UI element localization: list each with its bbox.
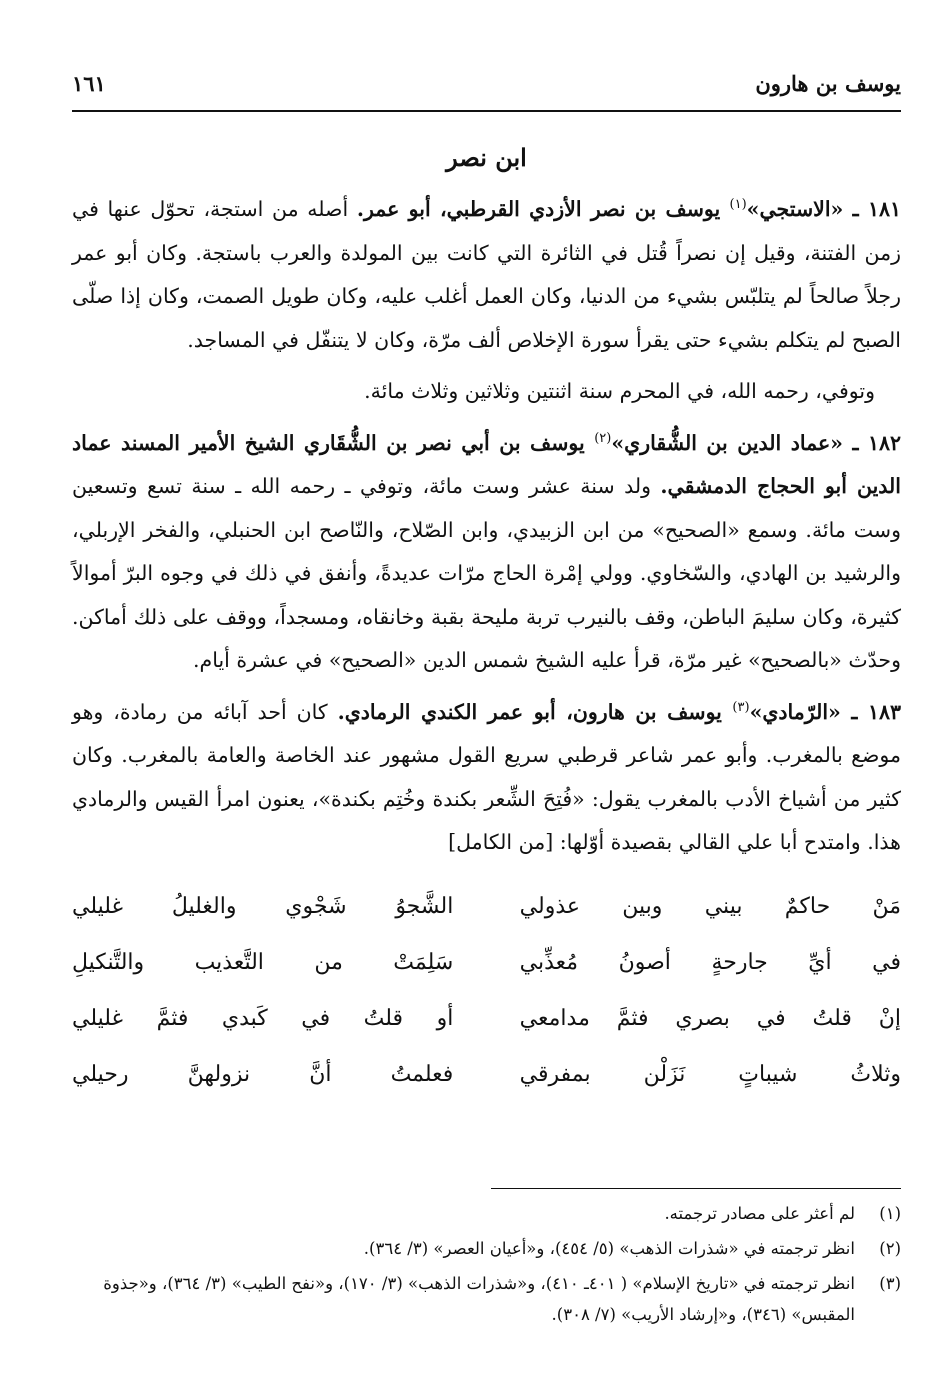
death-note: وتوفي، رحمه الله، في المحرم سنة اثنتين وثلاثين وثلاث مائة. <box>364 379 875 403</box>
main-text <box>72 132 901 1103</box>
verse-second-hemistich: فعلمتُ أنَّ نزولهنَّ رحيلي <box>72 1061 454 1087</box>
footnote-text: انظر ترجمته في «شذرات الذهب» (٥/ ٤٥٤)، و«أعيان العصر» (٣/ ٣٦٤). <box>363 1239 855 1258</box>
footnote-text: انظر ترجمته في «تاريخ الإسلام» ( ٤٠١ـ ٤١٠)، و«شذرات الذهب» (٣/ ١٧٠)، و«نفح الطيب» (٣/ ٣٦٤)، و«جذوة المقبس» (٣٤٦)، و«إرشاد الأريب» (٧/ ٣٠٨). <box>103 1274 855 1324</box>
entry-181 <box>72 188 901 362</box>
verse-second-hemistich: سَلِمَتْ من التَّعذيب والتَّنكيلِ <box>72 949 454 975</box>
footnote-text: لم أعثر على مصادر ترجمته. <box>664 1204 855 1223</box>
running-head <box>72 62 901 96</box>
footnote <box>72 1198 901 1229</box>
verse-first-hemistich: إنْ قلتُ في بصري فثمَّ مدامعي <box>519 1005 901 1031</box>
entry-paragraph <box>72 422 901 683</box>
entry-number: ١٨١ ـ <box>843 197 902 221</box>
verse-first-hemistich: في أيِّ جارحةٍ أصونُ مُعذِّبي <box>519 949 901 975</box>
entry-paragraph <box>72 691 901 865</box>
entry-name: يوسف بن أبي نصر بن الشُّقَاري الشيخ الأمير المسند عماد الدين أبو الحجاج الدمشقي. <box>72 430 901 498</box>
entry-183 <box>72 691 901 865</box>
footnote-ref: (٣) <box>732 699 750 715</box>
entry-nisba: «عماد الدين بن الشُّقاري» <box>611 430 843 455</box>
footnotes <box>72 1198 901 1334</box>
footnote-number: (١) <box>879 1204 901 1223</box>
verse-first-hemistich: مَنْ حاكمٌ بيني وبين عذولي <box>519 893 901 919</box>
verse-line <box>72 879 901 935</box>
entry-number: ١٨٢ ـ <box>842 430 901 455</box>
poem <box>72 879 901 1103</box>
entry-name: يوسف بن هارون، أبو عمر الكندي الرمادي. <box>337 699 733 724</box>
verse-line <box>72 1047 901 1103</box>
page-number: ١٦١ <box>72 71 106 96</box>
entry-nisba: «الاستجي» <box>746 197 844 221</box>
entry-body: أصله من استجة، تحوّل عنها في زمن الفتنة، وقيل إن نصراً قُتل في الثائرة التي كانت بين المولدة والعرب باستجة. وكان أبو عمر رجلاً صالحاً لم يتلبّس بشيء من الدنيا، وكان العمل أغلب عليه، وكان طويل الصمت، وكان إذا صلّى الصبح لم يتكلم بشيء حتى يقرأ سورة الإخلاص ألف مرّة، وكان لا يتنفّل في المساجد. <box>72 197 901 352</box>
running-title: يوسف بن هارون <box>755 71 901 96</box>
entry-name: يوسف بن نصر الأزدي القرطبي، أبو عمر. <box>356 197 730 221</box>
entry-paragraph <box>72 188 901 362</box>
verse-line <box>72 935 901 991</box>
verse-first-hemistich: وثلاثُ شيباتٍ نَزَلْن بمفرقي <box>519 1061 901 1087</box>
entry-number: ١٨٣ ـ <box>840 699 901 724</box>
verse-line <box>72 991 901 1047</box>
verse-second-hemistich: الشَّجوُ شَجْوي والغليلُ غليلي <box>72 893 454 919</box>
footnote-ref: (١) <box>729 197 747 213</box>
entry-body: ولد سنة عشر وست مائة، وتوفي ـ رحمه الله ـ سنة تسع وتسعين وست مائة. وسمع «الصحيح» من ابن الزبيدي، وابن الصّلاح، والنّاصح ابن الحنبلي، والفخر الإربلي، والرشيد بن الهادي، والسّخاوي. وولي إمْرة الحاج مرّات عديدةً، وأنفق في ذلك في وجوه البرّ أموالاً كثيرة، وكان سليمَ الباطن، وقف بالنيرب تربة مليحة بقبة وخانقاه، ومسجداً، ووقف على ذلك أماكن. وحدّث «بالصحيح» غير مرّة، قرأ عليه الشيخ شمس الدين «الصحيح» في عشرة أيام. <box>72 474 901 672</box>
header-rule <box>72 110 901 112</box>
footnote-rule <box>491 1188 901 1189</box>
footnote <box>72 1268 901 1330</box>
footnote-number: (٣) <box>879 1274 901 1293</box>
entry-182 <box>72 422 901 683</box>
footnote-ref: (٢) <box>594 430 612 446</box>
verse-second-hemistich: أو قلتُ في كَبدي فثمَّ غليلي <box>72 1005 454 1031</box>
footnote <box>72 1233 901 1264</box>
entry-body: كان أحد آبائه من رمادة، وهو موضع بالمغرب. وأبو عمر شاعر قرطبي سريع القول مشهور عند الخاصة والعامة بالمغرب. وكان كثير من أشياخ الأدب بالمغرب يقول: «فُتِحَ الشِّعر بكندة وخُتِم بكندة»، يعنون امرأ القيس والرمادي هذا. وامتدح أبا علي القالي بقصيدة أوّلها: [من الكامل] <box>72 699 901 854</box>
entry-nisba: «الرّمادي» <box>749 699 841 724</box>
section-title: ابن نصر <box>446 143 527 172</box>
footnote-number: (٢) <box>879 1239 901 1258</box>
